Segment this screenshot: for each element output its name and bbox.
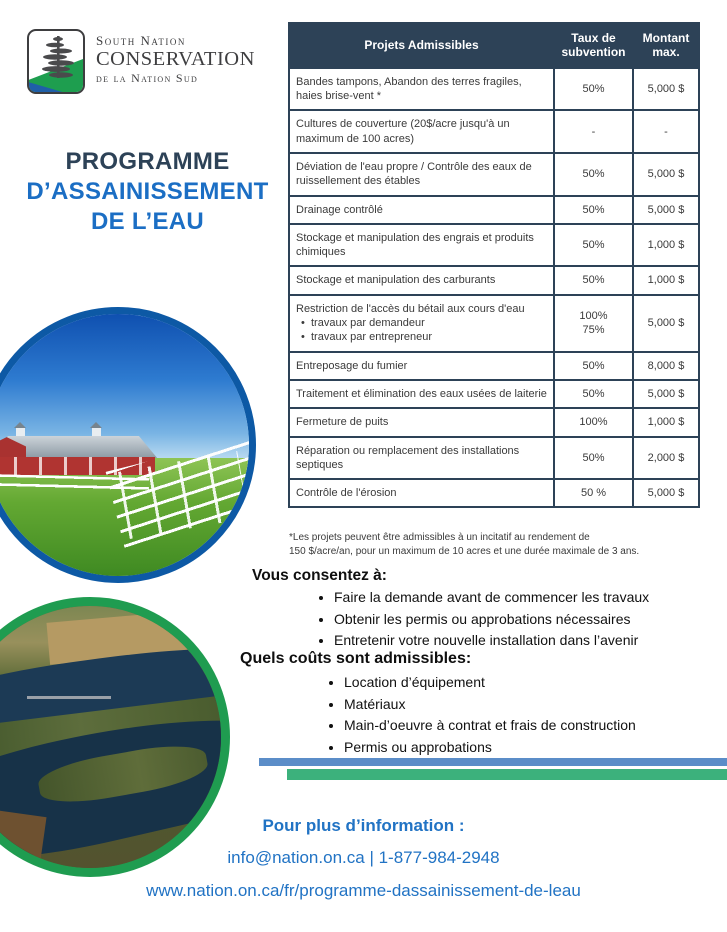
list-item: • Main-d’oeuvre à contrat et frais de construction [344, 715, 636, 737]
footer-contact [0, 816, 727, 901]
project-sub-bullet: • travaux par demandeur [296, 316, 547, 330]
max-amount-cell: 5,000 $ [633, 479, 699, 507]
project-cell [289, 437, 554, 480]
project-label: Entreposage du fumier [296, 359, 408, 372]
footer-heading: Pour plus d’information : [262, 816, 465, 835]
table-footnote: *Les projets peuvent être admissibles à un incitatif au rendement de 150 $/acre/an, pour un maximum de 10 acres et une durée maximale de 3 ans. [289, 532, 640, 557]
table-row [289, 224, 699, 267]
table-row [289, 437, 699, 480]
project-sub-bullet: • travaux par entrepreneur [296, 330, 547, 344]
subsidy-rate-cell: 50% [554, 68, 633, 111]
max-amount-cell: 1,000 $ [633, 266, 699, 294]
subsidy-rate-cell: 50% [554, 153, 633, 196]
list-item: • Faire la demande avant de commencer les travaux [334, 587, 649, 609]
project-cell [289, 408, 554, 436]
title-line-2: D’ASSAINISSEMENT [26, 178, 269, 205]
project-label: Déviation de l'eau propre / Contrôle des eaux de ruissellement des étables [296, 160, 532, 188]
subsidy-rate-cell: - [554, 110, 633, 153]
project-label: Bandes tampons, Abandon des terres fragiles, haies brise-vent * [296, 75, 522, 103]
list-item: • Matériaux [344, 694, 636, 716]
consent-list [318, 587, 649, 652]
pine-tree-icon [32, 32, 84, 88]
header-max-amount: Montant max. [633, 23, 699, 68]
table-row [289, 196, 699, 224]
divider-bar-green [287, 769, 727, 780]
contact-line [0, 848, 727, 868]
org-name-fr: de la Nation Sud [96, 70, 199, 85]
project-cell [289, 266, 554, 294]
projects-table-body [289, 68, 699, 508]
project-label: Traitement et élimination des eaux usées de laiterie [296, 387, 547, 400]
barn-cupola [16, 427, 25, 436]
max-amount-cell: 5,000 $ [633, 68, 699, 111]
subsidy-rate-cell: 100% [554, 408, 633, 436]
project-cell [289, 153, 554, 196]
max-amount-cell: 5,000 $ [633, 153, 699, 196]
logo-text [96, 29, 255, 84]
bridge [27, 696, 111, 699]
table-row [289, 408, 699, 436]
subsidy-rate-cell: 50% [554, 196, 633, 224]
max-amount-cell: 5,000 $ [633, 196, 699, 224]
website-url[interactable]: www.nation.on.ca/fr/programme-dassainissement-de-leau [146, 881, 581, 900]
max-amount-cell: 5,000 $ [633, 295, 699, 352]
org-name-en-top: South Nation [96, 33, 186, 48]
subsidy-rate-cell: 50% [554, 224, 633, 267]
table-row [289, 479, 699, 507]
list-item: • Permis ou approbations [344, 737, 636, 759]
project-cell [289, 68, 554, 111]
max-amount-cell: 1,000 $ [633, 224, 699, 267]
header-subsidy-rate: Taux de subvention [554, 23, 633, 68]
subsidy-rate-cell: 50% [554, 266, 633, 294]
header-projects: Projets Admissibles [289, 23, 554, 68]
subsidy-rate-cell: 100% 75% [554, 295, 633, 352]
project-label: Drainage contrôlé [296, 203, 383, 216]
table-row [289, 295, 699, 352]
farm-photo [0, 307, 256, 583]
organization-logo [27, 29, 255, 94]
project-cell [289, 110, 554, 153]
project-cell [289, 380, 554, 408]
project-label: Stockage et manipulation des carburants [296, 274, 496, 287]
consent-heading: Vous consentez à: [252, 567, 387, 584]
list-item: • Obtenir les permis ou approbations nécessaires [334, 609, 649, 631]
subsidy-rate-cell: 50 % [554, 479, 633, 507]
page-title [5, 147, 290, 237]
list-item: • Entretenir votre nouvelle installation dans l’avenir [334, 630, 649, 652]
project-cell [289, 479, 554, 507]
subsidy-rate-cell: 50% [554, 352, 633, 380]
contact-phone[interactable]: 1-877-984-2948 [378, 848, 500, 867]
eligible-projects-table [288, 22, 700, 508]
list-item: • Location d’équipement [344, 672, 636, 694]
title-line-3: DE L’EAU [90, 208, 205, 235]
project-label: Restriction de l'accès du bétail aux cours d'eau [296, 302, 525, 315]
project-cell [289, 352, 554, 380]
logo-mark [27, 29, 85, 94]
table-row [289, 380, 699, 408]
max-amount-cell: 1,000 $ [633, 408, 699, 436]
subsidy-rate-cell: 50% [554, 437, 633, 480]
table-row [289, 68, 699, 111]
contact-separator: | [369, 848, 374, 867]
max-amount-cell: 5,000 $ [633, 380, 699, 408]
max-amount-cell: - [633, 110, 699, 153]
costs-list [328, 672, 636, 758]
table-row [289, 110, 699, 153]
table-header-row [289, 23, 699, 68]
contact-email[interactable]: info@nation.on.ca [227, 848, 365, 867]
project-label: Contrôle de l'érosion [296, 487, 397, 500]
project-label: Fermeture de puits [296, 416, 389, 429]
project-cell [289, 295, 554, 352]
table-row [289, 153, 699, 196]
subsidy-rate-cell: 50% [554, 380, 633, 408]
project-cell [289, 196, 554, 224]
org-name-main: CONSERVATION [96, 48, 255, 70]
table-row [289, 352, 699, 380]
project-cell [289, 224, 554, 267]
project-label: Stockage et manipulation des engrais et produits chimiques [296, 231, 534, 259]
title-line-1: PROGRAMME [65, 148, 230, 175]
project-label: Réparation ou remplacement des installations septiques [296, 444, 520, 471]
divider-bar-blue [259, 758, 727, 766]
max-amount-cell: 2,000 $ [633, 437, 699, 480]
costs-heading: Quels coûts sont admissibles: [240, 650, 472, 667]
table-row [289, 266, 699, 294]
barn-cupola [92, 427, 101, 436]
project-label: Cultures de couverture (20$/acre jusqu'à un maximum de 100 acres) [296, 118, 510, 145]
max-amount-cell: 8,000 $ [633, 352, 699, 380]
